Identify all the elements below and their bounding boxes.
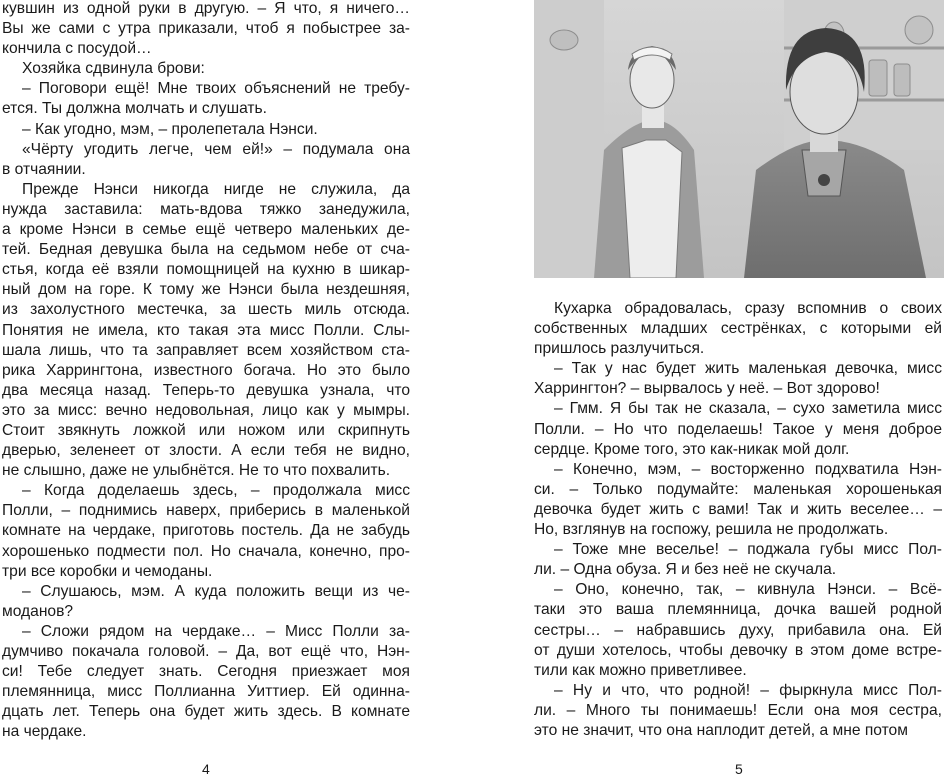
- text-line: Но, взглянув на госпожу, решила не продолжать.: [534, 521, 889, 539]
- page-number-left: 4: [202, 761, 210, 777]
- text-line: – Ну и что, что родной! – фыркнула мисс Пол-: [554, 681, 942, 699]
- text-line: – Гмм. Я бы так не сказала, – сухо заметила мисс: [554, 400, 942, 418]
- text-line: комнате на чердаке, приготовь постель. Да не забудь: [2, 522, 410, 540]
- right-page-text: [534, 299, 942, 741]
- text-line: сестры… – набравшись духу, прибавила она. Ей: [534, 621, 942, 639]
- left-page-text: [2, 0, 410, 742]
- text-line: кувшин из одной руки в другую. – Я что, я ничего…: [2, 0, 410, 17]
- text-line: Стоит звякнуть ложкой или ножом или скрипнуть: [2, 421, 410, 439]
- text-line: в отчаянии.: [2, 160, 86, 178]
- text-line: дверью, зеленеет от злости. А если тебя не видно,: [2, 442, 410, 460]
- text-line: ли. – Одна обуза. Я и без неё не скучала.: [534, 561, 837, 579]
- text-line: моданов?: [2, 602, 74, 620]
- text-line: ный дом на горе. К тому же Нэнси была нездешняя,: [2, 281, 410, 299]
- text-line: Кухарка обрадовалась, сразу вспомнив о своих: [554, 300, 942, 317]
- text-line: си. – Только подумайте: маленькая хорошенькая: [534, 480, 942, 498]
- text-line: тили как можно приветливее.: [534, 661, 747, 679]
- text-line: от души хотелось, чтобы девочку в этом доме встре-: [534, 641, 942, 659]
- text-line: Вы же сами с утра приказали, чтоб я побыстрее за-: [2, 20, 410, 38]
- text-line: племянница, мисс Поллианна Уиттиер. Ей одинна-: [2, 683, 410, 701]
- text-line: Полли, – поднимись наверх, приберись в маленькой: [2, 502, 410, 520]
- text-line: нужда заставила: мать-вдова тяжко занедужила,: [2, 200, 410, 218]
- text-line: из захолустного местечка, за шесть миль отсюда.: [2, 301, 410, 319]
- text-line: это не значит, что она наплодит детей, а мне потом: [534, 721, 908, 739]
- text-line: это за мисс: вечно недовольная, лицо как у мымры.: [2, 401, 410, 419]
- text-line: дцать лет. Теперь она будет жить здесь. В комнате: [2, 703, 410, 721]
- text-line: сердце. Кроме того, это как-никак мой долг.: [534, 440, 850, 458]
- text-line: Харрингтон? – вырвалось у неё. – Вот здорово!: [534, 380, 880, 398]
- text-line: Прежде Нэнси никогда нигде не служила, да: [22, 180, 410, 198]
- text-line: Хозяйка сдвинула брови:: [22, 60, 205, 78]
- illustration-maid-and-miss-polly-icon: [534, 0, 944, 278]
- left-page: [2, 0, 412, 781]
- text-line: – Оно, конечно, так, – кивнула Нэнси. – Всё-: [554, 581, 942, 599]
- text-line: хорошенько подмести пол. Но сначала, конечно, про-: [2, 542, 410, 560]
- text-line: Понятия не имела, кто такая эта мисс Полли. Слы-: [2, 321, 410, 339]
- text-line: – Как угодно, мэм, – пролепетала Нэнси.: [22, 120, 318, 138]
- text-line: стья, когда её взяли помощницей на кухню в шикар-: [2, 261, 410, 279]
- text-line: ется. Ты должна молчать и слушать.: [2, 100, 268, 118]
- text-line: ли. – Много ты понимаешь! Если она моя сестра,: [534, 701, 942, 719]
- text-line: – Когда доделаешь здесь, – продолжала мисс: [22, 482, 410, 500]
- text-line: – Сложи рядом на чердаке… – Мисс Полли за-: [22, 622, 410, 640]
- text-line: – Тоже мне веселье! – поджала губы мисс Пол-: [554, 541, 942, 559]
- text-line: – Так у нас будет жить маленькая девочка, мисс: [554, 360, 942, 378]
- text-line: «Чёрту угодить легче, чем ей!» – подумала она: [22, 140, 410, 158]
- text-line: два месяца назад. Теперь-то девушка узнала, что: [2, 381, 410, 399]
- text-line: собственных младших сестрёнках, с которыми ей: [534, 320, 942, 338]
- text-line: Полли. – Но что поделаешь! Такое у меня доброе: [534, 420, 942, 438]
- text-line: не слышно, даже не улыбнётся. Не то что похвалить.: [2, 462, 391, 480]
- text-line: рика Харрингтона, известного богача. Но это было: [2, 361, 410, 379]
- text-line: – Конечно, мэм, – восторженно подхватила Нэн-: [554, 460, 942, 478]
- text-line: кончила с посудой…: [2, 40, 152, 58]
- text-line: пришлось разлучиться.: [534, 340, 705, 358]
- text-line: шала лишь, что та заправляет всем хозяйством ста-: [2, 341, 410, 359]
- text-line: а кроме Нэнси в семье ещё четверо маленьких де-: [2, 221, 410, 239]
- text-line: на чердаке.: [2, 723, 87, 741]
- text-line: таки это ваша племянница, дочка вашей родной: [534, 601, 942, 619]
- text-line: – Поговори ещё! Мне твоих объяснений не требу-: [22, 80, 410, 98]
- page-number-right: 5: [735, 761, 743, 777]
- text-line: си! Тебе следует знать. Сегодня приезжает моя: [2, 663, 410, 681]
- text-line: – Слушаюсь, мэм. А куда положить вещи из че-: [22, 582, 410, 600]
- right-page: [534, 0, 944, 781]
- text-line: три все коробки и чемоданы.: [2, 562, 213, 580]
- text-line: думчиво покачала головой. – Да, вот ещё что, Нэн-: [2, 643, 410, 660]
- text-line: тей. Бедная девушка была на седьмом небе от сча-: [2, 241, 410, 259]
- text-line: девочка будет жить с вами! Так и жить веселее… –: [534, 500, 942, 518]
